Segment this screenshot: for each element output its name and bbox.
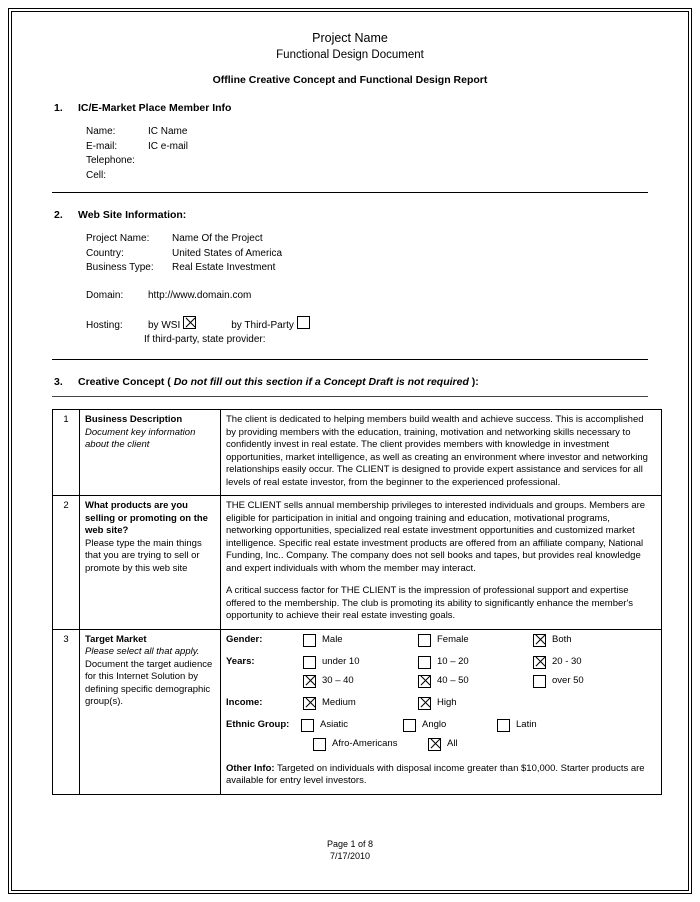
years-20-30-label: 20 - 30: [552, 655, 582, 667]
field-row-domain: [86, 289, 648, 304]
question-title-1: Business Description: [85, 414, 183, 425]
footer-page-number: Page 1 of 8: [326, 839, 374, 849]
website-info-fields: [52, 232, 648, 276]
section-2-heading: [52, 209, 648, 221]
question-plain-3: Document the target audience for this Internet Solution by defining specific demographic group(s).: [85, 658, 213, 707]
table-row: [53, 410, 662, 496]
gender-option-both[interactable]: [530, 634, 572, 647]
page-footer: [0, 838, 700, 862]
divider-before-table: [52, 396, 648, 397]
years-option-under10[interactable]: [300, 656, 405, 669]
answer-paragraph: The client is dedicated to helping members build wealth and achieve success. This is accomplished by providing members with the education, training, motivation and networking skills necessary to confidently invest in real estate. The client provides members with knowledge in investment opportunities, market intelligence, as well as creating an environment where investor and networking relationships easily occur. The CLIENT is designed to provide expert assistance and services for all levels of real estate investor, from the beginner to the experienced professional.: [226, 414, 648, 488]
domain-field: [52, 289, 648, 304]
value-email: IC e-mail: [148, 140, 189, 152]
ethnic-option-anglo[interactable]: [400, 719, 484, 732]
question-sub-3: Please select all that apply.: [85, 646, 200, 657]
row-answer-3: [221, 629, 662, 794]
divider-after-section-1: [52, 192, 648, 193]
gender-female-checkbox[interactable]: [418, 634, 431, 647]
years-40-50-checkbox[interactable]: [418, 675, 431, 688]
years-option-30-40[interactable]: [300, 675, 405, 688]
gender-option-male[interactable]: [300, 634, 405, 647]
question-sub-1: Document key information about the client: [85, 426, 196, 450]
section-1-number: 1.: [54, 102, 63, 114]
row-question-2: [80, 496, 221, 630]
value-country: United States of America: [172, 247, 283, 259]
hosting-provider-line: If third-party, state provider:: [144, 334, 266, 345]
income-row: [226, 697, 656, 710]
ethnic-options-row1: [298, 719, 656, 732]
section-3-heading: [52, 376, 648, 388]
ethnic-options-row2: [310, 738, 656, 751]
table-row: [53, 629, 662, 794]
ethnic-option-all[interactable]: [425, 738, 458, 751]
label-hosting: Hosting:: [86, 320, 123, 331]
ethnic-latin-checkbox[interactable]: [497, 719, 510, 732]
income-option-high[interactable]: [415, 697, 457, 710]
ethnic-anglo-label: Anglo: [422, 718, 447, 730]
years-30-40-checkbox[interactable]: [303, 675, 316, 688]
label-name: Name:: [86, 126, 116, 137]
field-row-telephone: [86, 154, 648, 169]
ethnic-option-afro-americans[interactable]: [310, 738, 415, 751]
ethnic-all-label: All: [447, 737, 458, 749]
field-row-name: [86, 125, 648, 140]
hosting-third-party-label: by Third-Party: [231, 320, 294, 331]
field-row-business-type: [86, 261, 648, 276]
years-options-row1: [300, 656, 656, 669]
row-index-3: 3: [53, 629, 80, 794]
ethnic-label: Ethnic Group:: [226, 718, 290, 730]
income-options: [300, 697, 656, 710]
gender-options: [300, 634, 656, 647]
gender-row: [226, 634, 656, 647]
income-high-label: High: [437, 696, 457, 708]
ethnic-afro-americans-label: Afro-Americans: [332, 737, 398, 749]
field-row-project-name: [86, 232, 648, 247]
section-3-title-prefix: Creative Concept (: [78, 376, 174, 388]
label-telephone: Telephone:: [86, 155, 135, 166]
years-options-row2: [300, 675, 656, 688]
label-project-name: Project Name:: [86, 233, 150, 244]
years-option-20-30[interactable]: [530, 656, 582, 669]
row-answer-2: [221, 496, 662, 630]
question-title-3: Target Market: [85, 633, 147, 645]
years-10-20-checkbox[interactable]: [418, 656, 431, 669]
hosting-wsi-label: by WSI: [148, 320, 181, 331]
other-info-label: Other Info:: [226, 762, 275, 774]
gender-both-checkbox[interactable]: [533, 634, 546, 647]
value-project-name: Name Of the Project: [172, 233, 263, 244]
years-label: Years:: [226, 655, 255, 667]
ethnic-option-latin[interactable]: [494, 719, 537, 732]
gender-male-label: Male: [322, 633, 343, 645]
ethnic-afro-americans-checkbox[interactable]: [313, 738, 326, 751]
field-row-cell: [86, 169, 648, 184]
years-option-40-50[interactable]: [415, 675, 520, 688]
value-business-type: Real Estate Investment: [172, 262, 276, 273]
section-2-title: Web Site Information:: [78, 209, 187, 221]
row-answer-1: [221, 410, 662, 496]
ethnic-option-asiatic[interactable]: [298, 719, 390, 732]
section-3-title-suffix: ):: [468, 376, 479, 388]
section-3-number: 3.: [54, 376, 63, 388]
years-option-over50[interactable]: [530, 675, 584, 688]
document-title-line2: Functional Design Document: [276, 49, 424, 61]
label-business-type: Business Type:: [86, 262, 154, 273]
document-title-line1: Project Name: [312, 31, 388, 45]
row-question-1: [80, 410, 221, 496]
question-plain-2: Please type the main things that you are trying to sell or promote by this web site: [85, 537, 202, 574]
years-40-50-label: 40 – 50: [437, 674, 469, 686]
row-index-2: 2: [53, 496, 80, 630]
section-2-number: 2.: [54, 209, 63, 221]
years-under10-checkbox[interactable]: [303, 656, 316, 669]
hosting-row: [52, 316, 648, 331]
other-info-text: Targeted on individuals with disposal income greater than $10,000. Starter products are available for entry level investors.: [226, 762, 645, 786]
table-row: [53, 496, 662, 630]
row-question-3: [80, 629, 221, 794]
member-info-fields: [52, 125, 648, 183]
years-over50-checkbox[interactable]: [533, 675, 546, 688]
income-label: Income:: [226, 696, 263, 708]
years-under10-label: under 10: [322, 655, 360, 667]
years-row: [226, 656, 656, 669]
question-title-2: What products are you selling or promoting on the web site?: [85, 500, 208, 536]
gender-male-checkbox[interactable]: [303, 634, 316, 647]
ethnic-asiatic-checkbox[interactable]: [301, 719, 314, 732]
gender-label: Gender:: [226, 633, 263, 645]
years-over50-label: over 50: [552, 674, 584, 686]
income-medium-checkbox[interactable]: [303, 697, 316, 710]
footer-date: 7/17/2010: [329, 851, 371, 861]
divider-after-section-2: [52, 359, 648, 360]
other-info-block: [226, 763, 656, 788]
section-1-heading: [52, 102, 648, 114]
label-domain: Domain:: [86, 289, 124, 301]
field-row-email: [86, 140, 648, 155]
gender-female-label: Female: [437, 633, 469, 645]
section-1-title: IC/E-Market Place Member Info: [78, 102, 232, 114]
years-20-30-checkbox[interactable]: [533, 656, 546, 669]
label-country: Country:: [86, 247, 124, 259]
years-option-10-20[interactable]: [415, 656, 520, 669]
label-email: E-mail:: [86, 140, 118, 152]
years-30-40-label: 30 – 40: [322, 674, 354, 686]
income-medium-label: Medium: [322, 696, 356, 708]
answer-paragraph: THE CLIENT sells annual membership privileges to interested individuals and groups. Members are eligible for participation in initial and ongoing training and education, motivational programs, networking opportunities, specialized real estate investment opportunities and customized market intelligence. Specific real estate investment products are offered from an affiliate company, National Funding, Inc.. Company. The company does not sell books and tapes, but provides real knowledge and expert individuals with whom the member may interact.: [226, 500, 646, 574]
ethnic-asiatic-label: Asiatic: [320, 718, 348, 730]
income-high-checkbox[interactable]: [418, 697, 431, 710]
value-name: IC Name: [148, 126, 188, 137]
value-domain: http://www.domain.com: [148, 289, 252, 301]
field-row-country: [86, 247, 648, 262]
hosting-wsi-checkbox[interactable]: [183, 316, 196, 329]
document-content: [52, 30, 648, 795]
ethnic-all-checkbox[interactable]: [428, 738, 441, 751]
report-title: Offline Creative Concept and Functional Design Report: [212, 74, 488, 86]
ethnic-latin-label: Latin: [516, 718, 537, 730]
row-index-1: 1: [53, 410, 80, 496]
answer-paragraph: A critical success factor for THE CLIENT is the impression of professional support and expertise offered to the membership. The club is promoting its ability to significantly enhance the member's opportunity to achieve their real estate investing goals.: [226, 585, 634, 621]
section-3-title-italic: Do not fill out this section if a Concept Draft is not required: [173, 376, 469, 388]
gender-both-label: Both: [552, 633, 572, 645]
ethnic-row: [226, 719, 656, 732]
ethnic-anglo-checkbox[interactable]: [403, 719, 416, 732]
label-cell: Cell:: [86, 169, 107, 181]
hosting-third-party-checkbox[interactable]: [297, 316, 310, 329]
income-option-medium[interactable]: [300, 697, 405, 710]
years-10-20-label: 10 – 20: [437, 655, 469, 667]
creative-concept-table: [52, 409, 662, 795]
gender-option-female[interactable]: [415, 634, 520, 647]
